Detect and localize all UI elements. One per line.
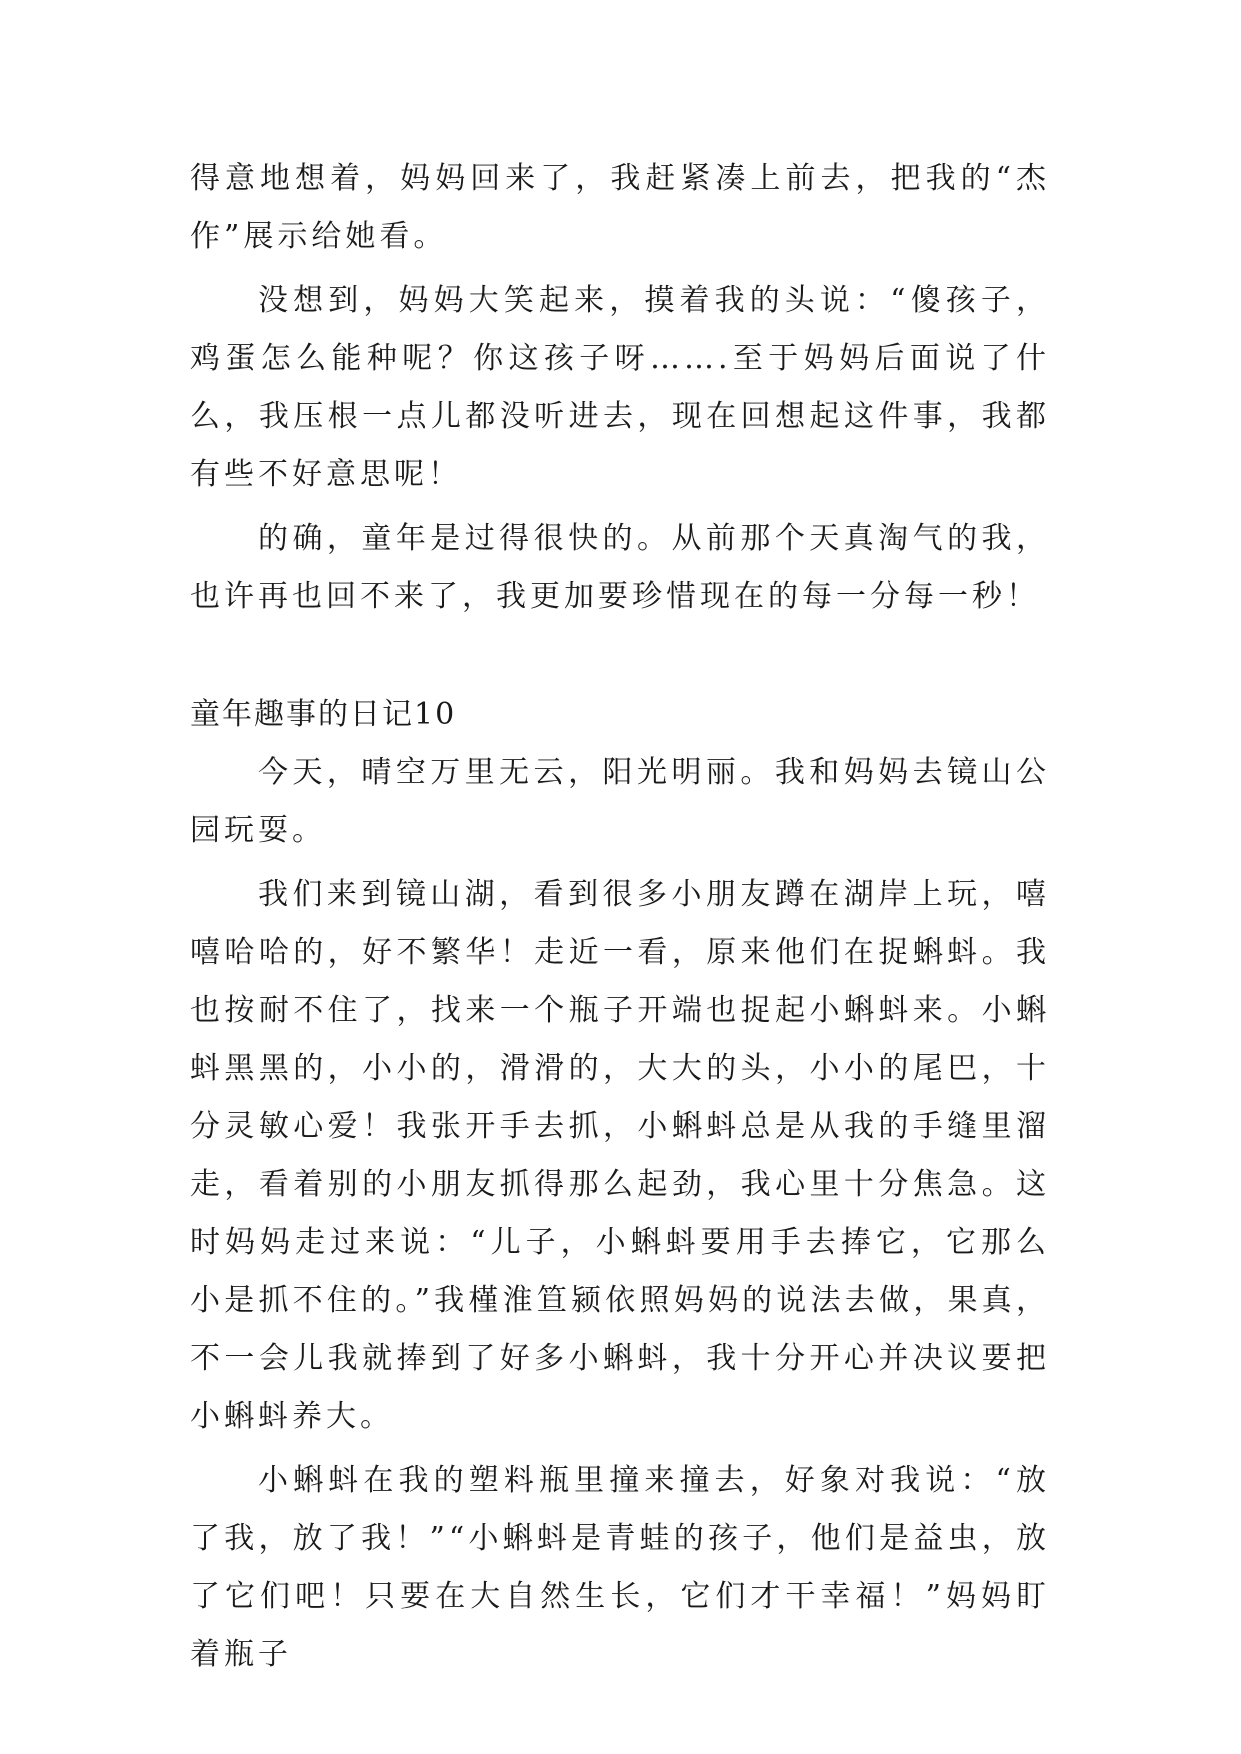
- section-paragraph-1: 今天，晴空万里无云，阳光明丽。我和妈妈去镜山公园玩耍。: [190, 755, 1050, 848]
- section-paragraph-3: 小蝌蚪在我的塑料瓶里撞来撞去，好象对我说：“放了我，放了我！”“小蝌蚪是青蛙的孩子，他们是益虫，放了它们吧！只要在大自然生长，它们才干幸福！”妈妈盯着瓶子: [190, 1463, 1050, 1672]
- section-paragraph-2: 我们来到镜山湖，看到很多小朋友蹲在湖岸上玩，嘻嘻哈哈的，好不繁华！走近一看，原来他们在捉蝌蚪。我也按耐不住了，找来一个瓶子开端也捉起小蝌蚪来。小蝌蚪黑黑的，小小的，滑滑的，大大的头，小小的尾巴，十分灵敏心爱！我张开手去抓，小蝌蚪总是从我的手缝里溜走，看着别的小朋友抓得那么起劲，我心里十分焦急。这时妈妈走过来说：“儿子，小蝌蚪要用手去捧它，它那么小是抓不住的。”我槿淮笪颍依照妈妈的说法去做，果真，不一会儿我就捧到了好多小蝌蚪，我十分开心并决议要把小蝌蚪养大。: [190, 877, 1050, 1434]
- document-body: [190, 150, 1050, 1690]
- paragraph-3: 的确，童年是过得很快的。从前那个天真淘气的我，也许再也回不来了，我更加要珍惜现在的每一分每一秒！: [190, 521, 1050, 614]
- paragraph-2: 没想到，妈妈大笑起来，摸着我的头说：“傻孩子，鸡蛋怎么能种呢？你这孩子呀…….至于妈妈后面说了什么，我压根一点儿都没听进去，现在回想起这件事，我都有些不好意思呢！: [190, 283, 1050, 492]
- paragraph-1: 得意地想着，妈妈回来了，我赶紧凑上前去，把我的“杰作”展示给她看。: [190, 161, 1050, 254]
- section-title: 童年趣事的日记10: [190, 697, 457, 732]
